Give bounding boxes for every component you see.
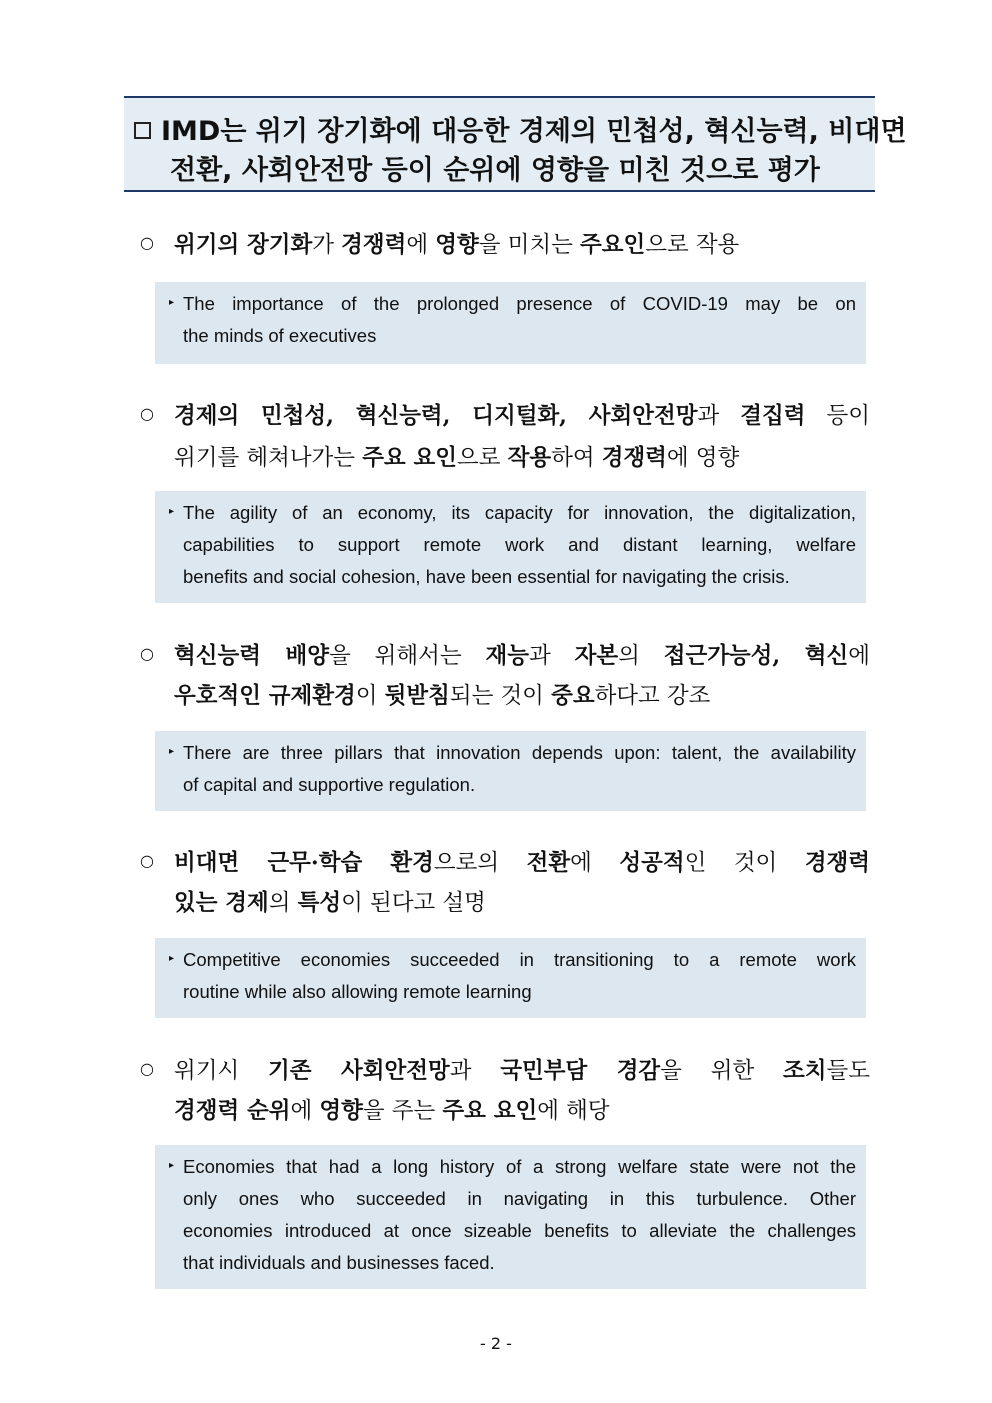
section-4-note-box [155, 938, 866, 1018]
section-2-korean-line: 위기를 헤쳐나가는 주요 요인으로 작용하여 경쟁력에 영향 [174, 445, 740, 471]
section-4-note-line: Competitive economies succeeded in transitioning to a remote work [183, 949, 856, 970]
bullet-icon: ○ [140, 851, 154, 870]
triangle-bullet-icon: ▸ [169, 506, 175, 517]
triangle-bullet-icon: ▸ [169, 953, 175, 964]
section-1-note-line: The importance of the prolonged presence of COVID-19 may be on [183, 293, 856, 314]
section-2-note-line: The agility of an economy, its capacity for innovation, the digitalization, [183, 502, 856, 523]
section-4-korean-line: 있는 경제의 특성이 된다고 설명 [174, 890, 486, 916]
section-2-note-line: capabilities to support remote work and distant learning, welfare [183, 534, 856, 555]
section-3-korean-line: 혁신능력 배양을 위해서는 재능과 자본의 접근가능성, 혁신에 [174, 643, 871, 669]
bullet-icon: ○ [140, 1059, 154, 1078]
headline-line-2: 전환, 사회안전망 등이 순위에 영향을 미친 것으로 평가 [170, 155, 820, 186]
section-5-korean-line: 위기시 기존 사회안전망과 국민부담 경감을 위한 조치들도 [174, 1058, 870, 1084]
section-1-korean-line: 위기의 장기화가 경쟁력에 영향을 미치는 주요인으로 작용 [174, 232, 740, 258]
section-3-note-line: There are three pillars that innovation depends upon: talent, the availability [183, 742, 856, 763]
section-4-note-line: routine while also allowing remote learning [183, 981, 532, 1002]
section-2-note-line: benefits and social cohesion, have been essential for navigating the crisis. [183, 566, 790, 587]
bullet-icon: ○ [140, 644, 154, 663]
triangle-bullet-icon: ▸ [169, 297, 175, 308]
section-5-korean-line: 경쟁력 순위에 영향을 주는 주요 요인에 해당 [174, 1098, 610, 1124]
section-5-note-line: that individuals and businesses faced. [183, 1252, 495, 1273]
section-3-note-box [155, 731, 866, 811]
section-3-korean-line: 우호적인 규제환경이 뒷받침되는 것이 중요하다고 강조 [174, 683, 711, 709]
section-5-note-box [155, 1145, 866, 1289]
section-2-note-box [155, 491, 866, 603]
section-4-korean-line: 비대면 근무·학습 환경으로의 전환에 성공적인 것이 경쟁력 [174, 850, 871, 876]
headline-box [124, 96, 907, 192]
section-5-note-line: only ones who succeeded in navigating in this turbulence. Other [183, 1188, 856, 1209]
bullet-icon: ○ [140, 404, 154, 423]
triangle-bullet-icon: ▸ [169, 746, 175, 757]
section-5-note-line: economies introduced at once sizeable benefits to alleviate the challenges [183, 1220, 856, 1241]
checkbox-icon [134, 122, 151, 139]
triangle-bullet-icon: ▸ [169, 1160, 175, 1171]
bullet-icon: ○ [140, 233, 154, 252]
section-1-note-box [155, 282, 866, 364]
section-2-korean-line: 경제의 민첩성, 혁신능력, 디지털화, 사회안전망과 결집력 등이 [174, 403, 870, 429]
section-5-note-line: Economies that had a long history of a strong welfare state were not the [183, 1156, 856, 1177]
headline-line-1: IMD는 위기 장기화에 대응한 경제의 민첩성, 혁신능력, 비대면 [134, 109, 907, 148]
page-number: - 2 - [480, 1334, 512, 1353]
section-3-note-line: of capital and supportive regulation. [183, 774, 476, 795]
section-1-note-line: the minds of executives [183, 325, 377, 346]
